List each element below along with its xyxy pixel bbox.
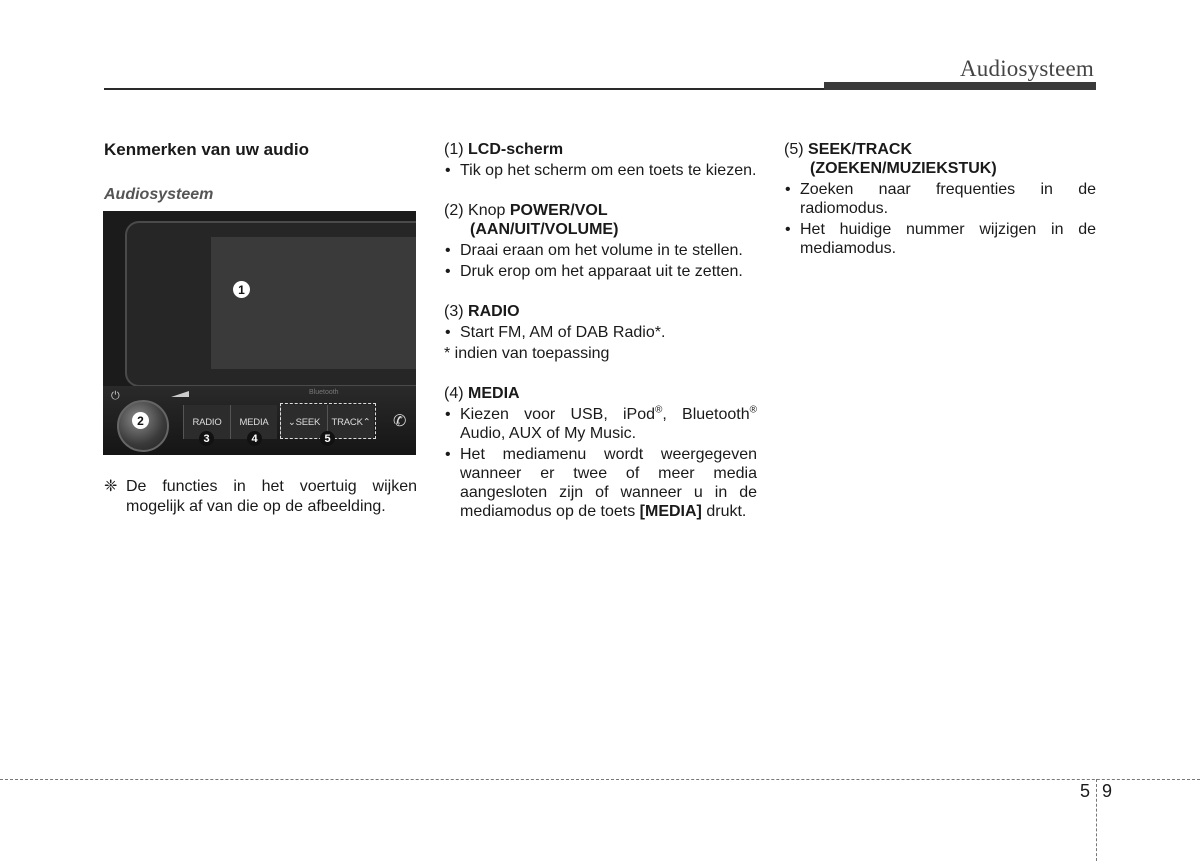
phone-icon: ✆ <box>393 413 407 430</box>
text-part: Audio, AUX of My Music. <box>460 425 637 442</box>
media-button: MEDIA <box>230 405 277 439</box>
radio-button: RADIO <box>183 405 230 439</box>
item-media-list <box>444 405 757 521</box>
note-text: De functies in het voertuig wijken mogelijk af van die op de afbeelding. <box>126 478 417 515</box>
item-title: POWER/VOL <box>509 202 608 219</box>
lcd-screen <box>211 237 416 369</box>
list-item: • Draai eraan om het volume in te stellen. <box>444 241 757 260</box>
list-item: • Tik op het scherm om een toets te kiezen. <box>444 161 757 180</box>
item-radio-heading <box>444 302 757 321</box>
running-header: Audiosysteem <box>960 56 1094 81</box>
list-item: • Druk erop om het apparaat uit te zetten. <box>444 262 757 281</box>
header-rule <box>104 88 824 90</box>
subsection-title: Audiosysteem <box>104 186 214 203</box>
item-lcd-heading <box>444 140 757 159</box>
page-number: 9 <box>1102 781 1113 801</box>
chapter-number: 5 <box>1080 781 1091 801</box>
item-media-heading <box>444 384 757 403</box>
callout-4: 4 <box>247 431 262 446</box>
text-part: Kiezen voor USB, iPod <box>460 406 655 423</box>
registered-mark: ® <box>749 404 757 416</box>
list-item <box>444 405 757 443</box>
item-seek-heading <box>784 140 1096 159</box>
power-icon: ⏻ <box>111 390 120 402</box>
list-item <box>444 445 757 521</box>
item-number: (1) <box>444 141 464 158</box>
item-title: LCD-scherm <box>468 141 564 158</box>
callout-1: 1 <box>233 281 250 298</box>
callout-5: 5 <box>320 431 335 446</box>
image-note <box>104 477 417 517</box>
bluetooth-label: Bluetooth <box>309 389 339 396</box>
item-number: (4) <box>444 385 464 402</box>
note-symbol: ❈ <box>104 478 118 495</box>
track-label: TRACK <box>331 416 363 428</box>
registered-mark: ® <box>655 404 663 416</box>
item-title-line2: (AAN/UIT/VOLUME) <box>470 221 619 238</box>
footer-divider <box>1096 779 1097 861</box>
list-item: • Zoeken naar frequenties in de radiomodus. <box>784 180 1096 218</box>
item-radio-list <box>444 323 757 342</box>
text-part: drukt. <box>706 503 747 520</box>
item-title-line2: (ZOEKEN/MUZIEKSTUK) <box>810 160 997 177</box>
item-power-list <box>444 241 757 281</box>
audio-unit-illustration <box>103 211 416 455</box>
text-part: Het mediamenu wordt weergegeven wanneer er twee of meer media aangesloten zijn of wanneer u in de mediamodus op de toets <box>460 446 757 520</box>
item-title: SEEK/TRACK <box>808 141 913 158</box>
chevron-up-icon: ⌃ <box>362 416 371 428</box>
key-name: [MEDIA] <box>639 503 702 520</box>
item-number: (5) <box>784 141 804 158</box>
list-item: • Start FM, AM of DAB Radio*. <box>444 323 757 342</box>
item-lcd-list <box>444 161 757 180</box>
column-right <box>784 140 1096 258</box>
item-prefix: Knop <box>468 202 506 219</box>
column-middle <box>444 140 757 521</box>
item-title: MEDIA <box>468 385 520 402</box>
footnote: * indien van toepassing <box>444 345 610 362</box>
callout-3: 3 <box>199 431 214 446</box>
list-item: • Het huidige nummer wijzigen in de mediamodus. <box>784 220 1096 258</box>
seek-label: SEEK <box>295 416 321 428</box>
item-power-heading <box>444 201 757 220</box>
item-number: (2) <box>444 202 464 219</box>
item-seek-list <box>784 180 1096 258</box>
header-bar <box>824 82 1096 90</box>
footer-rule <box>0 779 1200 780</box>
callout-2: 2 <box>132 412 149 429</box>
item-number: (3) <box>444 303 464 320</box>
volume-icon <box>171 391 189 397</box>
text-part: , Bluetooth <box>662 406 750 423</box>
section-title: Kenmerken van uw audio <box>104 140 309 159</box>
chevron-down-icon: ⌄ <box>287 416 296 428</box>
item-title: RADIO <box>468 303 520 320</box>
